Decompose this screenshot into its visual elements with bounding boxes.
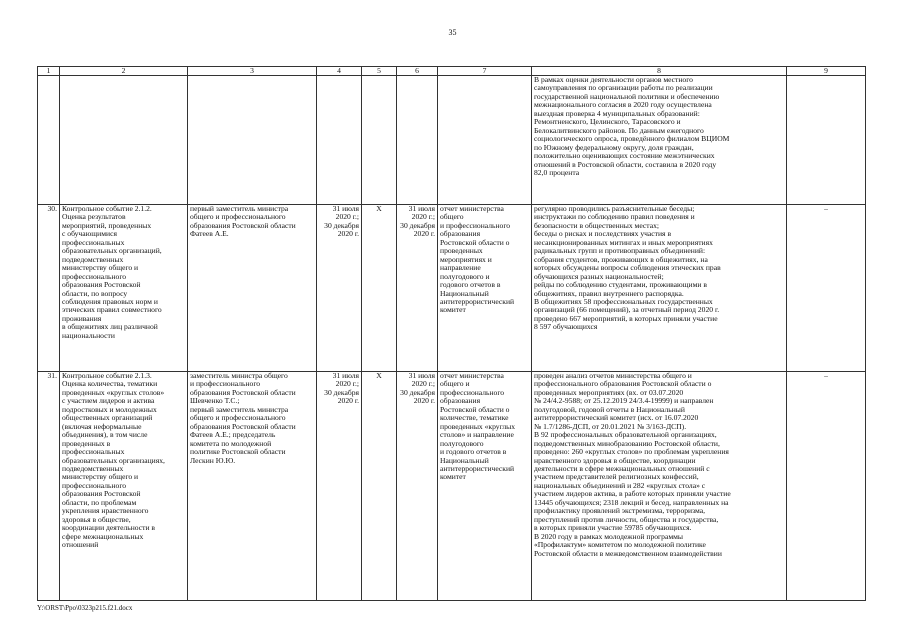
text-line: профессионального — [62, 480, 127, 490]
text-line: общего и профессионального — [190, 212, 286, 222]
text-line: с обучающимися — [62, 229, 117, 239]
text-line: проведенных «круглых столов» — [62, 387, 165, 397]
text-line: координации деятельности в — [62, 523, 156, 533]
text-line: проведен анализ отчетов министерства общего и — [534, 371, 692, 380]
text-line: проживания — [62, 313, 102, 323]
text-line: образования — [440, 229, 481, 239]
text-line: проведено 667 мероприятий, в которых приняли участие — [534, 313, 718, 323]
text-line: Белокалитвинского районов. По данным ежегодного — [534, 125, 704, 135]
text-line: подведомственных минобразованию Ростовской области, — [534, 438, 720, 448]
text-line: здоровья в обществе, — [62, 514, 131, 524]
text-line: В общежитиях 58 профессиональных государственных — [534, 296, 713, 306]
text-line: социологического опроса, проведённого филиалом ВЦИОМ — [534, 134, 730, 144]
text-line: регулярно проводились разъяснительные беседы; — [534, 204, 695, 213]
text-line: мероприятиях и — [440, 254, 492, 264]
report-form-cell — [438, 205, 532, 372]
text-line: преступлений против личности, общества и государства, — [534, 514, 719, 524]
text-line: 8 597 обучающихся — [534, 322, 598, 332]
column-number: 9 — [787, 67, 866, 76]
text-line: 31 июля — [408, 204, 435, 213]
column-number: 4 — [317, 67, 362, 76]
text-line: (включая неформальные — [62, 421, 142, 431]
text-line: Ростовской области в межведомственном взаимодействии — [534, 548, 722, 558]
text-line: по Южному федеральному округу, доля граждан, — [534, 142, 694, 152]
page-number: 35 — [448, 28, 457, 37]
column-number: 8 — [532, 67, 787, 76]
actual-date-cell — [397, 205, 438, 372]
mark-cell: Х — [362, 205, 397, 372]
text-line: выездная проверка 4 муниципальных образований: — [534, 108, 700, 118]
row-number: 30. — [38, 205, 60, 372]
text-line: образования Ростовской области — [190, 220, 296, 230]
text-line: укрепления нравственного — [62, 506, 149, 516]
text-line: проведено: 260 «круглых столов» по проблемам укрепления — [534, 447, 729, 457]
text-line: радикальных групп и противоправных объединений: — [534, 246, 706, 256]
text-line: межнационального согласия в 2020 году осуществлена — [534, 100, 712, 110]
text-line: 2020 г.; — [411, 379, 435, 389]
text-line: деятельности в сфере межнациональных отношений с — [534, 463, 710, 473]
text-line: 30 декабря — [324, 387, 359, 397]
text-line: и профессионального — [440, 220, 511, 230]
text-line: политике Ростовской области — [190, 447, 286, 457]
text-line: образовательных организациях, — [62, 455, 165, 465]
column-number: 2 — [60, 67, 188, 76]
text-line: проведенных в — [62, 438, 111, 448]
note-cell: – — [787, 205, 866, 372]
column-number: 1 — [38, 67, 60, 76]
text-line: комитет — [440, 472, 466, 482]
text-line: годового отчетов в — [440, 280, 501, 290]
text-line: 30 декабря — [400, 387, 435, 397]
event-cell — [60, 205, 188, 372]
text-line: 31 июля — [408, 371, 435, 380]
text-line: в которых приняли участие 59785 обучающихся. — [534, 523, 692, 533]
text-line: профессиональных — [62, 447, 125, 457]
text-line: организаций (66 помещений), за отчетный период 2020 г. — [534, 305, 720, 315]
text-line: с участием лидеров и актива — [62, 396, 155, 406]
text-line: Национальный — [440, 455, 489, 465]
text-line: несанкционированных митингах и иных мероприятиях — [534, 237, 713, 247]
text-line: Контрольное событие 2.1.3. — [62, 371, 152, 380]
column-number: 6 — [397, 67, 438, 76]
text-line: отношений — [62, 540, 99, 550]
text-line: первый заместитель министра — [190, 404, 289, 414]
continuation-row — [38, 76, 866, 205]
text-line: общего и профессионального — [190, 413, 286, 423]
text-line: 31 июля — [332, 371, 359, 380]
text-line: 2020 г. — [413, 396, 435, 406]
text-line: подростковых и молодежных — [62, 404, 157, 414]
responsible-cell — [188, 205, 317, 372]
text-line: Фатеев А.Е.; председатель — [190, 430, 276, 440]
column-number: 7 — [438, 67, 532, 76]
text-line: Оценка количества, тематики — [62, 379, 158, 389]
result-cell — [532, 205, 787, 372]
text-line: министерству общего и — [62, 263, 139, 273]
text-line: комитет — [440, 305, 466, 315]
text-line: инструктажи по соблюдению правил поведения и — [534, 212, 695, 222]
text-line: общего — [440, 212, 464, 222]
text-line: профессионального — [440, 387, 505, 397]
row-number: 31. — [38, 372, 60, 601]
text-line: государственной национальной политики и обеспечению — [534, 91, 720, 101]
text-line: профессионального образования Ростовской области о — [534, 379, 712, 389]
text-line: столов» и направление — [440, 430, 514, 440]
column-number: 3 — [188, 67, 317, 76]
text-line: проведенных — [440, 246, 483, 256]
text-line: Ростовской области о — [440, 404, 510, 414]
text-line: 2020 г.; — [411, 212, 435, 222]
text-line: самоуправления по организации работы по реализации — [534, 83, 713, 93]
note-cell: – — [787, 372, 866, 601]
text-line: общежитиях, правил внутреннего распорядка. — [534, 288, 684, 298]
text-line: 2020 г.; — [335, 212, 359, 222]
planned-date-cell — [317, 205, 362, 372]
text-line: собрания студентов, проживающих в общежитиях, на — [534, 254, 708, 264]
text-line: положительно оценивающих состояние межэтнических — [534, 151, 715, 161]
result-cell — [532, 372, 787, 601]
text-line: рейды по соблюдению студентами, проживающими в — [534, 280, 707, 290]
text-line: сфере межнациональных — [62, 531, 144, 541]
text-line: нравственного здоровья в обществе, координации — [534, 455, 696, 465]
text-line: № 24/4.2-9588; от 25.12.2019 24/3.4-19999) и направлен — [534, 396, 714, 406]
text-line: Оценка результатов — [62, 212, 126, 222]
text-line: образования Ростовской — [62, 489, 141, 499]
text-line: образования Ростовской области — [190, 421, 296, 431]
text-line: в общежитиях лиц различной — [62, 322, 158, 332]
text-line: заместитель министра общего — [190, 371, 288, 380]
text-line: отношений в Ростовской области, составила в 2020 году — [534, 159, 717, 169]
report-table — [37, 66, 866, 601]
result-cell — [532, 76, 787, 205]
text-line: общего и — [440, 379, 470, 389]
text-line: проведенных «круглых — [440, 421, 516, 431]
text-line: Ростовской области о — [440, 237, 510, 247]
text-line: первый заместитель министра — [190, 204, 289, 213]
text-line: подведомственных — [62, 463, 124, 473]
text-line: мероприятий, проведенных — [62, 220, 152, 230]
text-line: национальности — [62, 330, 115, 340]
text-line: 2020 г.; — [335, 379, 359, 389]
text-line: Контрольное событие 2.1.2. — [62, 204, 152, 213]
text-line: полугодового — [440, 438, 484, 448]
text-line: министерству общего и — [62, 472, 139, 482]
file-path-footer: Y:\ORST\Ppo\0323p215.f21.docx — [37, 604, 133, 612]
text-line: № 1.7/1286-ДСП, от 20.01.2021 № 3/163-ДСП). — [534, 421, 687, 431]
text-line: национальных объединений и 282 «круглых стола» с — [534, 480, 706, 490]
text-line: комитета по молодежной — [190, 438, 272, 448]
text-line: отчет министерства — [440, 204, 504, 213]
text-line: В рамках оценки деятельности органов местного — [534, 75, 693, 84]
text-line: обучающихся разных национальностей; — [534, 271, 664, 281]
text-line: полугодовой, годовой отчеты в Национальный — [534, 404, 685, 414]
table-row-31 — [38, 372, 866, 601]
text-line: области, по вопросу — [62, 288, 128, 298]
text-line: объединения), в том числе — [62, 430, 148, 440]
text-line: 2020 г. — [413, 229, 435, 239]
text-line: В 2020 году в рамках молодежной программы — [534, 531, 684, 541]
text-line: 2020 г. — [337, 229, 359, 239]
text-line: антитеррористический комитет (исх. от 16.07.2020 — [534, 413, 699, 423]
text-line: беседы о рисках и последствиях участия в — [534, 229, 672, 239]
table-row-30 — [38, 205, 866, 372]
text-line: 2020 г. — [337, 396, 359, 406]
planned-date-cell — [317, 372, 362, 601]
text-line: профилактику проявлений экстремизма, терроризма, — [534, 506, 706, 516]
text-line: антитеррористический — [440, 296, 515, 306]
text-line: соблюдения правовых норм и — [62, 296, 158, 306]
text-line: 30 декабря — [324, 220, 359, 230]
text-line: количестве, тематике — [440, 413, 509, 423]
text-line: полугодового и — [440, 271, 490, 281]
text-line: профессиональных — [62, 237, 125, 247]
report-form-cell — [438, 372, 532, 601]
text-line: области, по проблемам — [62, 497, 137, 507]
text-line: участием представителей религиозных конфессий, — [534, 472, 699, 482]
text-line: которых обсуждены вопросы соблюдения этических прав — [534, 263, 721, 273]
text-line: Ремонтненского, Целинского, Тарасовского и — [534, 117, 681, 127]
text-line: образования Ростовской области — [190, 387, 296, 397]
text-line: отчет министерства — [440, 371, 504, 380]
text-line: 31 июля — [332, 204, 359, 213]
text-line: образования Ростовской — [62, 280, 141, 290]
text-line: и годового отчетов в — [440, 447, 507, 457]
text-line: 13445 обучающихся; 2318 лекций и бесед, направленных на — [534, 497, 729, 507]
text-line: профессионального — [62, 271, 127, 281]
text-line: направление — [440, 263, 481, 273]
text-line: образования — [440, 396, 481, 406]
event-cell — [60, 372, 188, 601]
text-line: участием лидеров актива, в работе которых приняли участие — [534, 489, 731, 499]
text-line: Фатеев А.Е. — [190, 229, 229, 239]
text-line: 82,0 процента — [534, 167, 580, 177]
responsible-cell — [188, 372, 317, 601]
text-line: Шевченко Т.С.; — [190, 396, 240, 406]
text-line: проведенных мероприятиях (вх. от 03.07.2020 — [534, 387, 684, 397]
text-line: этических правил совместного — [62, 305, 162, 315]
text-line: Национальный — [440, 288, 489, 298]
text-line: общественных организаций — [62, 413, 153, 423]
text-line: «Профилактум» комитетом по молодежной политике — [534, 540, 706, 550]
text-line: образовательных организаций, — [62, 246, 162, 256]
column-number-row — [38, 67, 866, 76]
mark-cell: Х — [362, 372, 397, 601]
actual-date-cell — [397, 372, 438, 601]
column-number: 5 — [362, 67, 397, 76]
text-line: подведомственных — [62, 254, 124, 264]
text-line: и профессионального — [190, 379, 261, 389]
text-line: В 92 профессиональных образовательной организациях, — [534, 430, 717, 440]
text-line: безопасности в общественных местах; — [534, 220, 659, 230]
text-line: 30 декабря — [400, 220, 435, 230]
text-line: антитеррористический — [440, 463, 515, 473]
text-line: Лескин Ю.Ю. — [190, 455, 236, 465]
